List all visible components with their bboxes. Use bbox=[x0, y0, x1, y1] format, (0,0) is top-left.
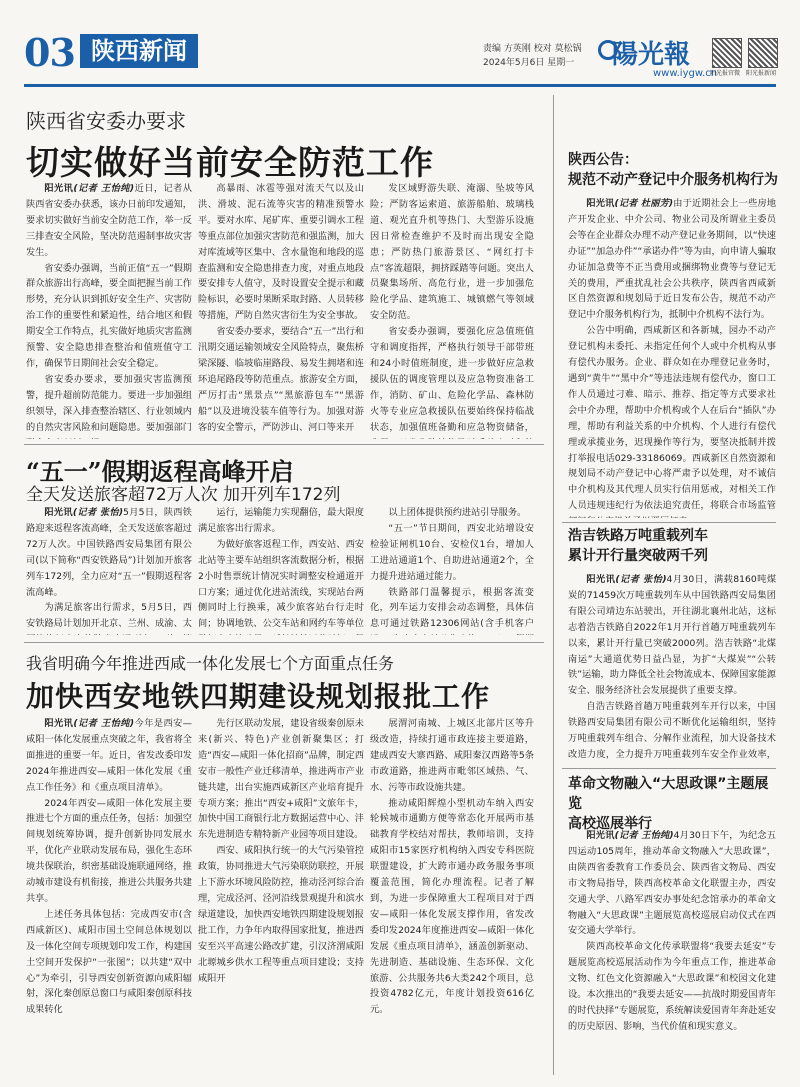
story1-column: 发区域野游失联、淹溺、坠坡等风险；严防客运索道、旅游船舶、玻璃栈道、观光直升机等热门、大型游乐设施因日常检查维护不及时而出现安全隐患；严防热门旅游景区、“网红打卡点”客流超限，拥挤踩踏等问题。突出人员聚集场所、高危行业，进一步加强危险化学品、建筑施工、城镇燃气等领域安全防范。 省安委办强调，要强化应急值班值守和调度指挥，严格执行领导干部带班和24小时值班制度，进一步做好应急救援队伍的调度管理以及应急物资准备工作，消防、矿山、危险化学品、森林防火等专业应急救援队伍要始终保持临战状态，加强值班备勤和应急物资储备， bbox=[370, 183, 534, 433]
column-divider bbox=[553, 95, 554, 1075]
side1-body: 阳光讯(记者 杜丽芳)由于近期社会上一些房地产开发企业、中介公司、物业公司及所谓业主委员会等在企业群众办理不动产登记业务期间，以“快速办证”“加急办件”“承诺办件”等为由，向申请人骗取办证加急费等不正当费用或捆绑物业费等与登记无关的费用，严重扰乱社会公共秩序，陕西省西咸新区自然资源和规划局于近日发布公告，规范不动产登记中介服务机构行为，抵制中介机构不法行为。 公告中明确，西咸新区和各新城，园办不动产登记机构未委托、未指定任何个人或中介机构从事有偿代办服务。企业、群众如在办理登记业务时，遇到“黄牛”“黑中介”等违法违规有偿代办，窗口工作人员通过刁难、暗示、推荐、指定等方式要求社会中介办理，帮助中介机构或个人在后台“插队”办理，帮助有利益关系的中介机构、个人进行有偿代理或承揽业务，迟现操作等行为，要坚决抵制并拨打举报电话029-33186069。西咸新区自然资源和规划局不动产登记中心将严肃予以处理，对不诚信中介机构及其代理人员实行信用惩戒，对相关工作人员违规违纪行为依法追究责任，将联合市场监管 bbox=[568, 198, 776, 512]
story3-column: 阳光讯(记者 王怡纯)今年是西安—咸阳一体化发展重点突破之年，我省将全面推进的重要一年。近日，省发改委印发2024年推进西安—咸阳一体化发展《重点工作任务》和《重点项目清单》。 2024年西安—咸阳一体化发展主要推进七个方面的重点任务，包括：加强空间规划统筹协调，提升创新协同发展水平，优化产业联动发展布局，强化生态环境共保联治，织密基础设施联通网络，推动城市建设有机衔接，推进公共服务共建共享。 上述任务具体包括：完成西安市(含西咸新区)、咸阳市国土空间总体规划以及一体化空间专项规划印发工作，构建国土空间开发保护“一张图”；以共建“双中心”为牵引，引导西安创新资源向咸阳辐射，深化秦创原总窗口与咸阳秦创原科技成果转化 bbox=[26, 718, 192, 1016]
story1-kicker: 陕西省安委办要求 bbox=[26, 109, 186, 133]
story1-column: 高暴雨、冰雹等强对流天气以及山洪、滑坡、泥石流等灾害的精准预警水平。要对水库、尾矿库、重要引调水工程等重点部位加强灾害防范和强监测，加大对库流域等区集中、含水量饱和地段的巡查监测和安全隐患排查力度，对重点地段要安排专人值守，及时设置安全提示和藏险标识，必要时果断采取封路、人员转移等措施，严防自然灾害衍生为安全事故。 省安委办要求，要结合“五一”出行和汛期交通运输领域安全风险特点，聚焦桥梁深隧、临坡临崖路段、易发生拥堵和连环追尾路段等防范重点。旅游安全方面，严厉打击“黑景点”“黑旅游包车”“黑游船”以及进境没装车值等行为。加强对游客的安全警示，严防涉山、河口等来开 bbox=[198, 183, 364, 433]
story1-headline: 切实做好当前安全防范工作 bbox=[26, 143, 434, 182]
section-name: 陕西新闻 bbox=[80, 34, 198, 68]
story-divider bbox=[24, 444, 544, 445]
story1-column: 阳光讯(记者 王怡纯)近日，记者从陕西省安委办获悉，该办日前印发通知，要求切实做好当前安全防范工作，举一反三排查安全风险，坚决防范遏制事故灾害发生。 省安委办强调，当前正值“五一”假期群众旅游出行高峰，要全面把握当前工作形势，充分认识到抓好安全生产、灾害防治工作的重要性和紧迫性，结合地区和假期安全工作特点，扎实做好地质灾害监测预警、安全隐患排查整治和值班值守工作，确保节日期间社会安全稳定。 省安委办要求，要加强灾害监测预警，提升超前防范能力。要进一步加强组织领导，深入排查整治辖区、行业领域内的自然灾害风险和问题隐患。要加强部门 bbox=[26, 183, 192, 433]
newspaper-logo: 陽光報 bbox=[612, 40, 691, 70]
side-divider bbox=[562, 522, 776, 523]
editors-credit: 责编 方英刚 校对 莫松锅 bbox=[483, 44, 582, 54]
page-number: 03 bbox=[24, 30, 75, 75]
side2-title: 浩吉铁路万吨重载列车 累计开行量突破两千列 bbox=[568, 528, 708, 564]
story2-column: 阳光讯(记者 张怡)5月5日，陕西铁路迎来返程客流高峰，全天发送旅客超过72万人次。中国铁路西安局集团有限公司(以下简称“西安铁路局”)计划加开旅客列车172列，全力应对“五一”假期返程客流高峰。 为满足旅客出行需求，5月5日，西安铁路局计划加开北京、兰州、成渝、太 bbox=[26, 507, 192, 630]
qr-label: 阳光报官微 bbox=[710, 70, 741, 77]
story2-column: 运行，运输能力实现翻倍，最大限度满足旅客出行需求。 为做好旅客返程工作，西安站、西安北站等主要车站组织客流数据分析，根据2小时售票统计情况实时调整安检通道开口方案；通过优化进站流线，实现站台两侧同时上行换乘，减少旅客站台行走时间；协调地铁、公交车站和网约车等单位 bbox=[198, 507, 364, 630]
story3-column: 展渭河南城、上城区北部片区等升级改造，持续打通市政连接主要道路，建成西安大寨西路、咸阳秦汉西路等5条市政道路，推进两市毗邻区域热、气、水、污等市政设施共建。 推动咸阳辉煌小型机动车纳入西安轮候城市通勤方便等常态化开展两市基础教育学校结对帮扶，教师培训，支持咸阳市15家医疗机构纳入西安专科医院联盟建设，扩大跨市通办政务服务事项覆盖范围，简化办理流程。记者了解到，为进一步保障重大工程项目对于西安—咸阳一体化发展支撑作用，省发改委印发2024年度推进西安—咸阳一体化发展《重点项目清单》，涵盖创新驱动、先进制造、基础设施、生态环保、文化旅游、公共服务共6大类242个项目，总投资4782亿元，年度计划投资616亿元。 bbox=[370, 718, 534, 1016]
masthead-divider bbox=[24, 84, 776, 87]
website-url[interactable]: www.iygw.cn bbox=[653, 68, 718, 79]
story2-headline: “五一”假期返程高峰开启 bbox=[26, 457, 294, 486]
story3-headline: 加快西安地铁四期建设规划报批工作 bbox=[26, 680, 491, 713]
qr-code-icon bbox=[712, 38, 742, 68]
side-divider bbox=[562, 768, 776, 769]
publication-date: 2024年5月6日 星期一 bbox=[483, 58, 575, 68]
side2-body: 阳光讯(记者 张怡)4月30日，满载8160吨煤炭的71459次万吨重载列车从中国铁路西安局集团有限公司靖边东站驶出，开往湖北襄州北站，这标志着浩吉铁路自2022年1月开行首趟万吨重载列车以来，累计开行量已突破2000列。浩吉铁路“北煤南运”大通道优势日益凸显，为扩“大煤炭”“公转铁”运输，助力降低全社会物流成本、保障国家能源安全、服务经济社会发展提供了重要支撑。 自浩吉铁路首趟万吨重载列车开行以来，中国铁路西安局集团有限公司不断优化运输组织，坚持万吨重载列车组合、分解作业流程，加大设备技术改造力度，全力提升万吨重载列车安全作业效率， bbox=[568, 574, 776, 760]
story-divider bbox=[24, 642, 544, 643]
story2-subhead: 全天发送旅客超72万人次 加开列车172列 bbox=[26, 485, 341, 505]
side1-title: 陕西公告： 规范不动产登记中介服务机构行为 bbox=[568, 152, 778, 188]
story3-column: 先行区联动发展，建设省级秦创原未来(新兴、特色)产业创新聚集区；打造“西安—咸阳一体化招商”品牌，制定西安市一般性产业迁移清单，推进两市产业链共建，出台实施西咸新区产业培育提升专项方案；推出“西安+咸阳”文旅年卡，加快中国工商银行北方数据运营中心、沣东先进制造专精特新产业园等项目建设。 西安、咸阳执行统一的大气污染管控政策，协同推进大气污染联防联控，开展上下游水环境风险防控，推动泾河综合治理，完成泾河、泾河沿线景观提升和滨水绿道建设，加快西安地铁四期建设规划报批工作，力争年内取得国家批复，推进西安至兴平高速公路改扩建，引汉济渭咸阳北塬城乡供水工程等重点项目建设；支持咸阳开 bbox=[198, 718, 364, 984]
qr-label: 阳光报新闻 bbox=[746, 70, 777, 77]
story3-kicker: 我省明确今年推进西咸一体化发展七个方面重点任务 bbox=[26, 654, 395, 673]
qr-code-icon bbox=[748, 38, 778, 68]
side3-body: 阳光讯(记者 王怡纯)4月30日下午，为纪念五四运动105周年，推动革命文物融入“大思政课”，由陕西省委教育工作委员会、陕西省文物局、西安市文物局指导，陕西高校革命文化联盟主办，西安交通大学、八路军西安办事处纪念馆承办的革命文物融入“大思政课”主题展览高校巡展启动仪式在西安交通大学举行。 陕西高校革命文化传承联盟将“我要去延安”专题展览高校巡展活动作为今年重点工作，推进革命文物、红色文化资源融入“大思政课”和校园文化建设。本次推出的“我要去延安——抗战时期爱国青年的时代抉择”专题展览，系统解读爱国青年奔赴延安的历史原因、影响，当代价值和现实意义。 bbox=[568, 830, 776, 1032]
story2-column: 以上团体提供预约进站引导服务。 “五一”节日期间，西安北站增设安检验证闸机10台、安检仪1台，增加人工进站通道1个、自助进站通道2个，全力提升进站通过能力。 铁路部门温馨提示，根据客流变化，列车运力安排会动态调整，具体信息可通过铁路12306网站(含手机客户 bbox=[370, 507, 534, 630]
side3-title: 革命文物融入“大思政课”主题展览 高校巡展举行 bbox=[568, 776, 769, 832]
